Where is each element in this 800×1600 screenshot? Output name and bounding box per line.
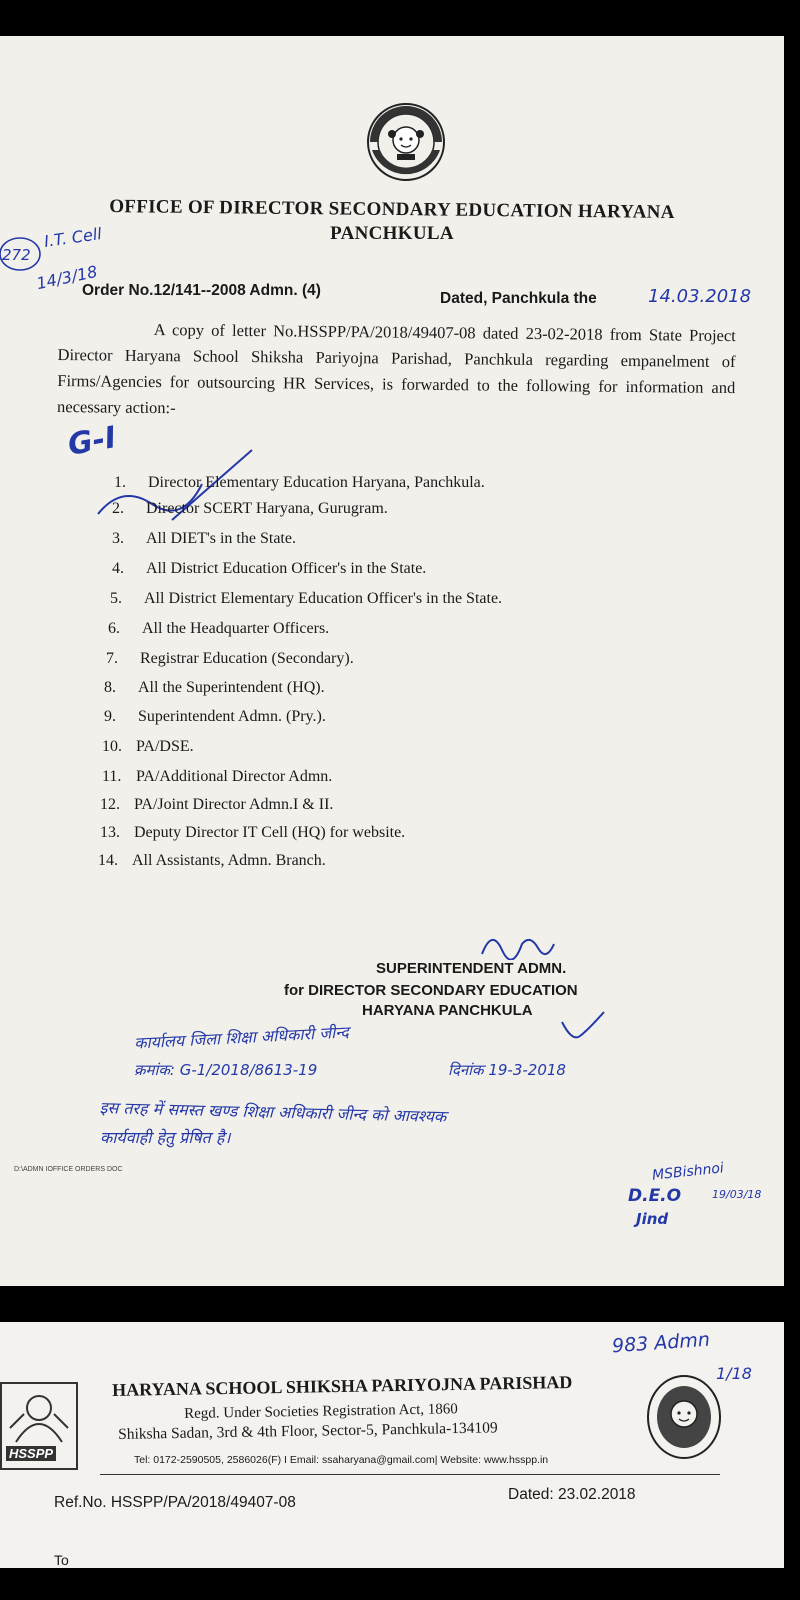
beti-bachao-logo [366, 102, 446, 182]
list-item: 11. PA/Additional Director Admn. [102, 768, 333, 785]
office-city: PANCHKULA [330, 223, 454, 244]
list-item: 6. All the Headquarter Officers. [108, 620, 330, 637]
deo-date: 19/03/18 [712, 1188, 762, 1201]
body-paragraph: A copy of letter No.HSSPP/PA/2018/49407-08 dated 23-02-2018 from State Project Director Haryana School Shiksha Pariyojna Parishad, Panchkula regarding empanelment of Firms/Agencies for outsourcing HR Services, is forwarded to the following for information and necessary action:- [56, 320, 736, 418]
deo-signature: MSBishnoi [651, 1160, 725, 1184]
hsspp-logo-label: HSSPP [6, 1446, 56, 1461]
dated-label: Dated, Panchkula the [440, 290, 597, 307]
superintendent-signature [478, 926, 558, 960]
signature-line-3: HARYANA PANCHKULA [362, 1002, 533, 1019]
document-page-1 [0, 36, 784, 1286]
margin-date: 14/3/18 [34, 261, 99, 294]
margin-mark-g1: G-I [65, 420, 119, 463]
list-item: 10. PA/DSE. [102, 738, 194, 755]
order-number: Order No.12/141--2008 Admn. (4) [82, 282, 321, 299]
deo-place: Jind [636, 1210, 669, 1228]
hindi-endorsement-line: इस तरह में समस्त खण्ड शिक्षा अधिकारी जीन्द को आवश्यक [99, 1097, 447, 1127]
list-item: 4. All District Education Officer's in the State. [112, 560, 427, 577]
list-item: 3. All DIET's in the State. [112, 530, 296, 547]
to-label: To [54, 1552, 69, 1568]
org-name: HARYANA SCHOOL SHIKSHA PARIYOJNA PARISHAD [112, 1371, 573, 1400]
list-item: 1. Director Elementary Education Haryana, Panchkula. [114, 474, 485, 491]
list-item: 5. All District Elementary Education Officer's in the State. [110, 590, 503, 607]
letterhead-divider [100, 1474, 720, 1475]
list-item: 13. Deputy Director IT Cell (HQ) for website. [100, 824, 406, 841]
contact-line: Tel: 0172-2590505, 2586026(F) I Email: ssaharyana@gmail.com| Website: www.hsspp.in [134, 1454, 549, 1466]
tick-mark [558, 1008, 608, 1044]
registration-line: Regd. Under Societies Registration Act, 1860 [184, 1401, 458, 1422]
hindi-endorsement-line-2: कार्यवाही हेतु प्रेषित है। [100, 1128, 231, 1147]
hindi-memo-number: क्रमांक: G-1/2018/8613-19 [134, 1061, 318, 1079]
reference-number: Ref.No. HSSPP/PA/2018/49407-08 [54, 1494, 296, 1511]
margin-number: 272 [2, 246, 31, 264]
address-line: Shiksha Sadan, 3rd & 4th Floor, Sector-5, Panchkula-134109 [118, 1419, 498, 1443]
list-item: 14. All Assistants, Admn. Branch. [98, 852, 326, 869]
list-item: 12. PA/Joint Director Admn.I & II. [100, 796, 334, 813]
letter-date: Dated: 23.02.2018 [508, 1486, 636, 1503]
hsspp-figure-icon [2, 1384, 76, 1444]
office-title: OFFICE OF DIRECTOR SECONDARY EDUCATION HARYANA [109, 196, 675, 223]
hsspp-logo [0, 1382, 78, 1470]
hindi-memo-date: दिनांक 19-3-2018 [448, 1061, 566, 1079]
signature-line-2: for DIRECTOR SECONDARY EDUCATION [284, 982, 578, 999]
margin-note: I.T. Cell [42, 224, 103, 251]
beti-bachao-logo-2 [646, 1374, 722, 1460]
list-item: 7. Registrar Education (Secondary). [106, 650, 354, 667]
list-item: 2. Director SCERT Haryana, Gurugram. [112, 500, 388, 517]
footer-file-path: D:\ADMN IOFFICE ORDERS DOC [14, 1166, 123, 1173]
hindi-office-line: कार्यालय जिला शिक्षा अधिकारी जीन्द [133, 1022, 350, 1053]
handwritten-ref-date: 1/18 [716, 1364, 752, 1383]
handwritten-ref: 983 Admn [611, 1328, 711, 1358]
document-page-2 [0, 1322, 784, 1568]
dated-handwritten: 14.03.2018 [648, 286, 752, 307]
list-item: 9. Superintendent Admn. (Pry.). [104, 708, 326, 725]
list-item: 8. All the Superintendent (HQ). [104, 679, 325, 696]
signature-line-1: SUPERINTENDENT ADMN. [376, 960, 567, 977]
deo-title: D.E.O [628, 1186, 682, 1206]
